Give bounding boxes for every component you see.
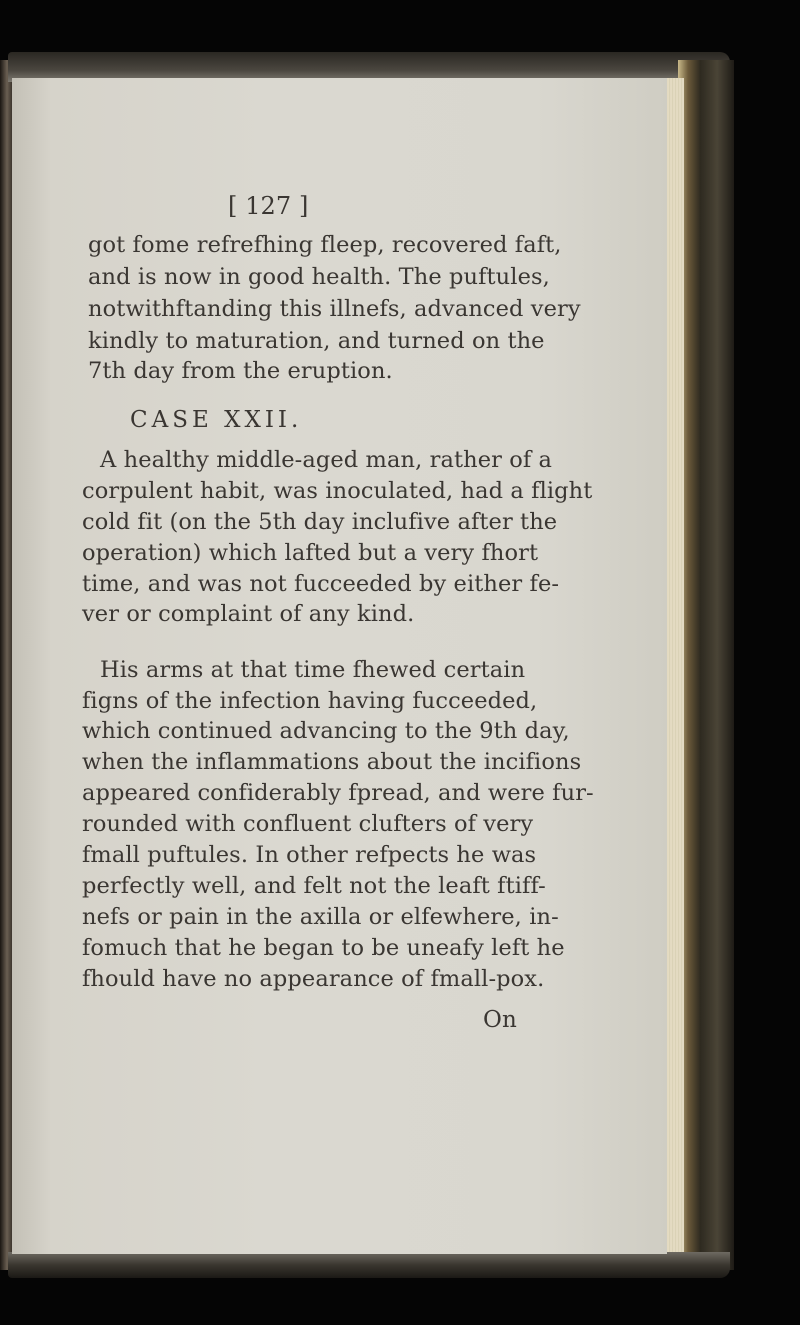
- text-line: cold fit (on the 5th day inclufive after the: [82, 509, 558, 535]
- catchword: On: [483, 1007, 517, 1033]
- text-line: rounded with confluent clufters of very: [82, 811, 534, 837]
- text-line: ver or complaint of any kind.: [82, 601, 415, 627]
- text-line: 7th day from the eruption.: [88, 358, 393, 384]
- text-line: fomuch that he began to be uneafy left he: [82, 935, 565, 961]
- text-line: appeared confiderably fpread, and were fur-: [82, 780, 594, 806]
- text-line: corpulent habit, was inoculated, had a flight: [82, 478, 593, 504]
- book-bottom-edge: [8, 1252, 730, 1278]
- text-line: when the inflammations about the incifions: [82, 749, 582, 775]
- text-line: His arms at that time fhewed certain: [100, 657, 526, 683]
- case-heading: CASE XXII.: [130, 407, 303, 433]
- text-line: which continued advancing to the 9th day,: [82, 718, 570, 744]
- text-line: operation) which lafted but a very fhort: [82, 540, 539, 566]
- text-line: time, and was not fucceeded by either fe-: [82, 571, 560, 597]
- text-line: nefs or pain in the axilla or elfewhere, in-: [82, 904, 559, 930]
- page-number: [ 127 ]: [228, 192, 309, 220]
- text-line: fhould have no appearance of fmall-pox.: [82, 966, 545, 992]
- text-line: kindly to maturation, and turned on the: [88, 328, 545, 354]
- text-line: figns of the infection having fucceeded,: [82, 688, 538, 714]
- text-line: notwithftanding this illnefs, advanced very: [88, 296, 581, 322]
- text-line: A healthy middle-aged man, rather of a: [100, 447, 553, 473]
- text-line: fmall puftules. In other refpects he was: [82, 842, 537, 868]
- text-line: got fome refrefhing fleep, recovered faft,: [88, 232, 562, 258]
- text-line: and is now in good health. The puftules,: [88, 264, 550, 290]
- text-line: perfectly well, and felt not the leaft ftiff-: [82, 873, 546, 899]
- book-cover-right: [678, 60, 734, 1270]
